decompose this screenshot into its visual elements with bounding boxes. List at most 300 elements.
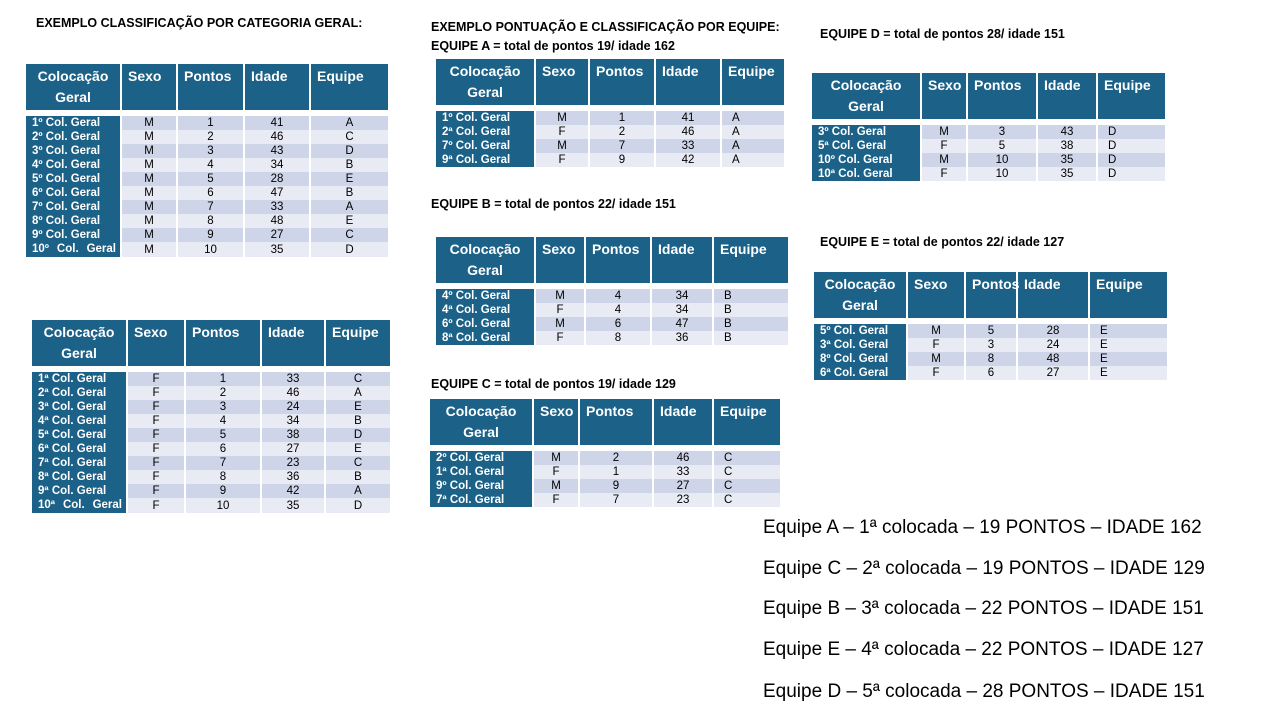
cell-pontos: 6 [185, 442, 261, 456]
cell-pontos: 4 [585, 303, 651, 317]
cell-idade: 38 [1037, 139, 1097, 153]
cell-colocacao: 7º Col. Geral [25, 200, 121, 214]
table-row [31, 484, 391, 498]
cell-sexo: F [127, 498, 185, 513]
table-row [435, 303, 789, 317]
cell-idade: 38 [261, 428, 325, 442]
summary-line-3: Equipe B – 3ª colocada – 22 PONTOS – IDADE 151 [763, 598, 1204, 619]
cell-idade: 46 [261, 386, 325, 400]
cell-equipe: C [310, 130, 389, 144]
table-row [31, 456, 391, 470]
table-equipe-e [812, 270, 1169, 380]
cell-idade: 33 [653, 465, 713, 479]
cell-pontos: 10 [967, 153, 1037, 167]
cell-idade: 43 [1037, 125, 1097, 139]
cell-pontos: 5 [965, 324, 1017, 338]
heading-equipe-b: EQUIPE B = total de pontos 22/ idade 151 [431, 197, 676, 211]
table-row [25, 116, 389, 130]
cell-sexo: M [535, 139, 589, 153]
table-row [31, 442, 391, 456]
table-feminino [30, 318, 392, 513]
cell-equipe: A [721, 111, 785, 125]
cell-colocacao: 8ª Col. Geral [435, 331, 535, 345]
table-masculino [24, 62, 390, 257]
cell-pontos: 8 [585, 331, 651, 345]
heading-classificacao-geral: EXEMPLO CLASSIFICAÇÃO POR CATEGORIA GERAL: [36, 16, 363, 30]
cell-equipe: E [310, 214, 389, 228]
cell-pontos: 9 [177, 228, 244, 242]
header-sexo: Sexo [533, 398, 579, 446]
cell-pontos: 1 [185, 372, 261, 386]
table-equipe-c [428, 397, 782, 507]
cell-sexo: F [127, 400, 185, 414]
cell-colocacao: 6ª Col. Geral [813, 366, 907, 380]
cell-equipe: D [310, 242, 389, 257]
cell-idade: 28 [1017, 324, 1089, 338]
cell-pontos: 8 [177, 214, 244, 228]
cell-sexo: M [121, 228, 177, 242]
header-sexo: Sexo [921, 72, 967, 120]
cell-equipe: B [325, 470, 391, 484]
table-equipe-b [434, 235, 790, 345]
cell-equipe: B [713, 331, 789, 345]
cell-idade: 41 [655, 111, 721, 125]
cell-equipe: C [713, 465, 781, 479]
cell-pontos: 4 [177, 158, 244, 172]
table-row [429, 451, 781, 465]
table-row [811, 125, 1166, 139]
cell-equipe: E [1089, 338, 1168, 352]
header-colocacao: Colocação Geral [813, 271, 907, 319]
cell-equipe: E [1089, 352, 1168, 366]
cell-idade: 24 [261, 400, 325, 414]
cell-colocacao: 3º Col. Geral [811, 125, 921, 139]
cell-colocacao: 9ª Col. Geral [435, 153, 535, 167]
cell-equipe: B [310, 186, 389, 200]
cell-colocacao: 8ª Col. Geral [31, 470, 127, 484]
cell-colocacao: 7ª Col. Geral [429, 493, 533, 507]
cell-equipe: D [325, 498, 391, 513]
cell-pontos: 5 [967, 139, 1037, 153]
table-row [435, 317, 789, 331]
cell-idade: 33 [261, 372, 325, 386]
cell-idade: 42 [655, 153, 721, 167]
cell-pontos: 10 [177, 242, 244, 257]
cell-sexo: M [121, 130, 177, 144]
cell-idade: 35 [261, 498, 325, 513]
cell-equipe: E [310, 172, 389, 186]
heading-equipe-d: EQUIPE D = total de pontos 28/ idade 151 [820, 27, 1065, 41]
cell-pontos: 3 [967, 125, 1037, 139]
cell-pontos: 2 [185, 386, 261, 400]
cell-colocacao: 1ª Col. Geral [31, 372, 127, 386]
table-row [435, 111, 785, 125]
cell-equipe: E [1089, 324, 1168, 338]
header-colocacao: Colocação Geral [811, 72, 921, 120]
cell-sexo: M [121, 242, 177, 257]
cell-equipe: A [325, 386, 391, 400]
cell-idade: 42 [261, 484, 325, 498]
table-row [435, 153, 785, 167]
cell-pontos: 3 [965, 338, 1017, 352]
cell-idade: 34 [651, 303, 713, 317]
header-equipe: Equipe [713, 236, 789, 284]
cell-idade: 35 [244, 242, 310, 257]
table-row [25, 172, 389, 186]
cell-colocacao: 4º Col. Geral [25, 158, 121, 172]
cell-sexo: F [535, 125, 589, 139]
table-header-row [31, 319, 391, 367]
cell-sexo: M [907, 352, 965, 366]
cell-sexo: M [907, 324, 965, 338]
table-row [25, 144, 389, 158]
table-row [813, 324, 1168, 338]
table-row [31, 428, 391, 442]
table-row [25, 158, 389, 172]
table-row [25, 130, 389, 144]
cell-sexo: F [127, 484, 185, 498]
cell-colocacao: 5º Col. Geral [25, 172, 121, 186]
cell-sexo: F [127, 428, 185, 442]
table-row [813, 338, 1168, 352]
cell-sexo: M [921, 125, 967, 139]
cell-idade: 46 [655, 125, 721, 139]
table-row [25, 214, 389, 228]
table-header-row [811, 72, 1166, 120]
cell-colocacao: 1º Col. Geral [435, 111, 535, 125]
cell-pontos: 9 [579, 479, 653, 493]
cell-idade: 43 [244, 144, 310, 158]
cell-sexo: M [121, 186, 177, 200]
heading-equipe-c: EQUIPE C = total de pontos 19/ idade 129 [431, 377, 676, 391]
header-equipe: Equipe [1097, 72, 1166, 120]
cell-colocacao: 2º Col. Geral [25, 130, 121, 144]
cell-idade: 36 [261, 470, 325, 484]
cell-idade: 33 [244, 200, 310, 214]
cell-colocacao: 4ª Col. Geral [31, 414, 127, 428]
cell-idade: 27 [261, 442, 325, 456]
header-pontos: Pontos [185, 319, 261, 367]
cell-equipe: C [713, 493, 781, 507]
cell-sexo: F [127, 372, 185, 386]
cell-sexo: M [121, 200, 177, 214]
header-pontos: Pontos [589, 58, 655, 106]
cell-colocacao: 9ª Col. Geral [31, 484, 127, 498]
cell-sexo: M [121, 214, 177, 228]
cell-sexo: F [535, 303, 585, 317]
cell-equipe: A [721, 125, 785, 139]
cell-idade: 47 [244, 186, 310, 200]
header-pontos: Pontos [579, 398, 653, 446]
table-row [31, 386, 391, 400]
summary-line-5: Equipe D – 5ª colocada – 28 PONTOS – IDADE 151 [763, 681, 1205, 702]
cell-colocacao: 9º Col. Geral [429, 479, 533, 493]
cell-sexo: M [533, 451, 579, 465]
cell-pontos: 2 [589, 125, 655, 139]
cell-idade: 23 [261, 456, 325, 470]
table-row [31, 414, 391, 428]
table-row [429, 479, 781, 493]
cell-idade: 27 [653, 479, 713, 493]
header-equipe: Equipe [1089, 271, 1168, 319]
cell-equipe: D [1097, 139, 1166, 153]
cell-pontos: 3 [185, 400, 261, 414]
cell-colocacao: 3ª Col. Geral [813, 338, 907, 352]
header-equipe: Equipe [713, 398, 781, 446]
summary-line-2: Equipe C – 2ª colocada – 19 PONTOS – IDADE 129 [763, 558, 1205, 579]
cell-sexo: M [121, 158, 177, 172]
header-sexo: Sexo [535, 236, 585, 284]
header-colocacao: Colocação Geral [429, 398, 533, 446]
cell-idade: 27 [1017, 366, 1089, 380]
header-pontos: Pontos [585, 236, 651, 284]
cell-colocacao: 2ª Col. Geral [435, 125, 535, 139]
table-row [31, 400, 391, 414]
cell-pontos: 6 [965, 366, 1017, 380]
cell-equipe: E [325, 400, 391, 414]
cell-equipe: A [310, 116, 389, 130]
table-row [31, 372, 391, 386]
cell-equipe: E [325, 442, 391, 456]
cell-equipe: B [310, 158, 389, 172]
table-row [811, 139, 1166, 153]
table-header-row [435, 236, 789, 284]
header-colocacao: Colocação Geral [435, 58, 535, 106]
table-row [25, 186, 389, 200]
header-pontos: Pontos [965, 271, 1017, 319]
header-sexo: Sexo [535, 58, 589, 106]
table-row [811, 167, 1166, 181]
heading-equipe-e: EQUIPE E = total de pontos 22/ idade 127 [820, 235, 1065, 249]
cell-sexo: M [535, 317, 585, 331]
cell-idade: 46 [653, 451, 713, 465]
header-idade: Idade [1037, 72, 1097, 120]
cell-equipe: B [713, 303, 789, 317]
cell-pontos: 7 [579, 493, 653, 507]
cell-colocacao: 6º Col. Geral [435, 317, 535, 331]
cell-colocacao: 10ª Col. Geral [31, 498, 127, 513]
table-row [429, 493, 781, 507]
cell-sexo: F [921, 167, 967, 181]
table-row [435, 125, 785, 139]
cell-sexo: F [127, 386, 185, 400]
cell-sexo: F [907, 338, 965, 352]
header-sexo: Sexo [121, 63, 177, 111]
cell-colocacao: 10ª Col. Geral [811, 167, 921, 181]
cell-colocacao: 7ª Col. Geral [31, 456, 127, 470]
cell-colocacao: 2ª Col. Geral [31, 386, 127, 400]
cell-colocacao: 5ª Col. Geral [811, 139, 921, 153]
cell-sexo: F [907, 366, 965, 380]
cell-equipe: A [325, 484, 391, 498]
cell-equipe: D [310, 144, 389, 158]
cell-idade: 34 [244, 158, 310, 172]
cell-pontos: 7 [177, 200, 244, 214]
cell-equipe: C [310, 228, 389, 242]
heading-equipe-a: EQUIPE A = total de pontos 19/ idade 162 [431, 39, 675, 53]
header-colocacao: Colocação Geral [31, 319, 127, 367]
cell-equipe: B [713, 317, 789, 331]
cell-equipe: A [721, 153, 785, 167]
cell-equipe: A [310, 200, 389, 214]
cell-pontos: 5 [177, 172, 244, 186]
cell-colocacao: 5º Col. Geral [813, 324, 907, 338]
cell-idade: 24 [1017, 338, 1089, 352]
heading-pontuacao-equipe: EXEMPLO PONTUAÇÃO E CLASSIFICAÇÃO POR EQUIPE: [431, 20, 780, 34]
cell-idade: 34 [651, 289, 713, 303]
header-idade: Idade [651, 236, 713, 284]
cell-pontos: 7 [589, 139, 655, 153]
cell-pontos: 4 [185, 414, 261, 428]
header-pontos: Pontos [177, 63, 244, 111]
cell-pontos: 8 [965, 352, 1017, 366]
cell-pontos: 8 [185, 470, 261, 484]
cell-sexo: M [121, 144, 177, 158]
cell-colocacao: 10º Col. Geral [811, 153, 921, 167]
cell-colocacao: 7º Col. Geral [435, 139, 535, 153]
cell-colocacao: 1º Col. Geral [25, 116, 121, 130]
cell-colocacao: 1ª Col. Geral [429, 465, 533, 479]
header-equipe: Equipe [325, 319, 391, 367]
cell-equipe: B [325, 414, 391, 428]
table-equipe-d [810, 71, 1167, 181]
table-row [435, 289, 789, 303]
header-idade: Idade [655, 58, 721, 106]
cell-sexo: M [121, 172, 177, 186]
cell-equipe: C [713, 479, 781, 493]
cell-pontos: 3 [177, 144, 244, 158]
cell-colocacao: 9º Col. Geral [25, 228, 121, 242]
cell-pontos: 4 [585, 289, 651, 303]
cell-colocacao: 3ª Col. Geral [31, 400, 127, 414]
cell-pontos: 10 [185, 498, 261, 513]
cell-equipe: B [713, 289, 789, 303]
cell-colocacao: 3º Col. Geral [25, 144, 121, 158]
cell-colocacao: 10º Col. Geral [25, 242, 121, 257]
cell-sexo: F [535, 153, 589, 167]
header-idade: Idade [1017, 271, 1089, 319]
cell-idade: 34 [261, 414, 325, 428]
cell-idade: 23 [653, 493, 713, 507]
cell-equipe: D [325, 428, 391, 442]
table-row [31, 470, 391, 484]
cell-sexo: F [127, 456, 185, 470]
cell-pontos: 9 [589, 153, 655, 167]
cell-idade: 28 [244, 172, 310, 186]
table-header-row [435, 58, 785, 106]
cell-colocacao: 8º Col. Geral [25, 214, 121, 228]
table-row [25, 242, 389, 257]
cell-sexo: F [127, 414, 185, 428]
header-sexo: Sexo [127, 319, 185, 367]
cell-equipe: C [325, 456, 391, 470]
cell-colocacao: 6ª Col. Geral [31, 442, 127, 456]
cell-equipe: C [713, 451, 781, 465]
header-sexo: Sexo [907, 271, 965, 319]
table-row [429, 465, 781, 479]
header-colocacao: Colocação Geral [25, 63, 121, 111]
cell-sexo: F [533, 493, 579, 507]
cell-sexo: F [533, 465, 579, 479]
cell-pontos: 2 [579, 451, 653, 465]
summary-line-4: Equipe E – 4ª colocada – 22 PONTOS – IDADE 127 [763, 639, 1204, 660]
cell-sexo: F [921, 139, 967, 153]
cell-pontos: 6 [585, 317, 651, 331]
cell-pontos: 9 [185, 484, 261, 498]
header-idade: Idade [653, 398, 713, 446]
cell-sexo: M [535, 289, 585, 303]
table-row [31, 498, 391, 513]
cell-pontos: 10 [967, 167, 1037, 181]
cell-idade: 48 [1017, 352, 1089, 366]
header-colocacao: Colocação Geral [435, 236, 535, 284]
cell-colocacao: 6º Col. Geral [25, 186, 121, 200]
table-header-row [25, 63, 389, 111]
header-pontos: Pontos [967, 72, 1037, 120]
cell-idade: 47 [651, 317, 713, 331]
cell-sexo: F [535, 331, 585, 345]
cell-colocacao: 2º Col. Geral [429, 451, 533, 465]
cell-sexo: M [533, 479, 579, 493]
cell-pontos: 1 [177, 116, 244, 130]
cell-pontos: 2 [177, 130, 244, 144]
table-header-row [813, 271, 1168, 319]
table-equipe-a [434, 57, 786, 167]
header-idade: Idade [261, 319, 325, 367]
summary-line-1: Equipe A – 1ª colocada – 19 PONTOS – IDADE 162 [763, 517, 1202, 538]
cell-idade: 46 [244, 130, 310, 144]
cell-colocacao: 4º Col. Geral [435, 289, 535, 303]
cell-colocacao: 8º Col. Geral [813, 352, 907, 366]
cell-pontos: 5 [185, 428, 261, 442]
cell-equipe: E [1089, 366, 1168, 380]
cell-sexo: M [921, 153, 967, 167]
cell-sexo: F [127, 442, 185, 456]
cell-equipe: C [325, 372, 391, 386]
cell-pontos: 7 [185, 456, 261, 470]
cell-pontos: 1 [589, 111, 655, 125]
table-row [25, 228, 389, 242]
header-idade: Idade [244, 63, 310, 111]
table-header-row [429, 398, 781, 446]
table-row [435, 139, 785, 153]
cell-idade: 48 [244, 214, 310, 228]
cell-pontos: 6 [177, 186, 244, 200]
table-row [813, 366, 1168, 380]
table-row [813, 352, 1168, 366]
cell-equipe: D [1097, 125, 1166, 139]
cell-idade: 35 [1037, 167, 1097, 181]
cell-colocacao: 5ª Col. Geral [31, 428, 127, 442]
cell-colocacao: 4ª Col. Geral [435, 303, 535, 317]
cell-equipe: D [1097, 167, 1166, 181]
cell-idade: 35 [1037, 153, 1097, 167]
cell-sexo: F [127, 470, 185, 484]
cell-idade: 41 [244, 116, 310, 130]
cell-idade: 27 [244, 228, 310, 242]
table-row [25, 200, 389, 214]
cell-pontos: 1 [579, 465, 653, 479]
cell-idade: 33 [655, 139, 721, 153]
cell-equipe: D [1097, 153, 1166, 167]
header-equipe: Equipe [721, 58, 785, 106]
cell-sexo: M [121, 116, 177, 130]
cell-equipe: A [721, 139, 785, 153]
cell-sexo: M [535, 111, 589, 125]
table-row [811, 153, 1166, 167]
header-equipe: Equipe [310, 63, 389, 111]
table-row [435, 331, 789, 345]
